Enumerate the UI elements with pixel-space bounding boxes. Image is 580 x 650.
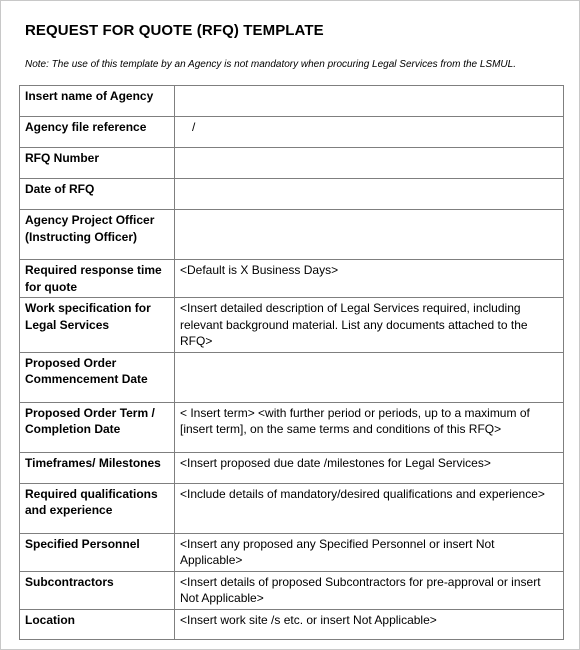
row-label xyxy=(20,452,175,483)
row-label-text: Proposed Order Commencement Date xyxy=(25,355,148,386)
table-row-order-term xyxy=(20,402,564,452)
document-title: REQUEST FOR QUOTE (RFQ) TEMPLATE xyxy=(25,22,324,39)
row-label-text: Agency Project Officer (Instructing Officer) xyxy=(25,213,155,244)
row-label-text: Timeframes/ Milestones xyxy=(25,455,161,470)
row-label xyxy=(20,571,175,609)
row-label xyxy=(20,117,175,148)
row-label-text: Location xyxy=(25,612,75,627)
rfq-number-field[interactable] xyxy=(175,148,564,179)
table-row-project-officer xyxy=(20,210,564,260)
commencement-date-field[interactable] xyxy=(175,352,564,402)
row-label-text: Proposed Order Term / Completion Date xyxy=(25,405,155,436)
file-reference-value: / xyxy=(192,120,196,134)
table-row-location xyxy=(20,609,564,639)
row-label xyxy=(20,298,175,353)
row-label xyxy=(20,86,175,117)
row-label xyxy=(20,260,175,298)
location-field[interactable]: <Insert work site /s etc. or insert Not Applicable> xyxy=(175,609,564,639)
row-label xyxy=(20,210,175,260)
file-reference-field[interactable] xyxy=(175,117,564,148)
row-label-text: Required response time for quote xyxy=(25,263,162,294)
table-row-qualifications xyxy=(20,483,564,533)
project-officer-field[interactable] xyxy=(175,210,564,260)
table-row-commencement-date xyxy=(20,352,564,402)
table-row-milestones xyxy=(20,452,564,483)
table-row-subcontractors xyxy=(20,571,564,609)
qualifications-field[interactable]: <Include details of mandatory/desired qualifications and experience> xyxy=(175,483,564,533)
row-label xyxy=(20,352,175,402)
table-row-agency-name xyxy=(20,86,564,117)
row-label xyxy=(20,179,175,210)
table-row-file-reference xyxy=(20,117,564,148)
row-label xyxy=(20,483,175,533)
response-time-field[interactable]: <Default is X Business Days> xyxy=(175,260,564,298)
table-row-specified-personnel xyxy=(20,533,564,571)
table-row-rfq-date xyxy=(20,179,564,210)
table-row-response-time xyxy=(20,260,564,298)
document-note: Note: The use of this template by an Agency is not mandatory when procuring Legal Services from the LSMUL. xyxy=(25,59,516,70)
row-label-text: Subcontractors xyxy=(25,574,114,589)
row-label-text: RFQ Number xyxy=(25,151,100,165)
row-label-text: Required qualifications and experience xyxy=(25,486,158,517)
order-term-field[interactable]: < Insert term> <with further period or periods, up to a maximum of [insert term], on the same terms and conditions of this RFQ> xyxy=(175,402,564,452)
specified-personnel-field[interactable]: <Insert any proposed any Specified Personnel or insert Not Applicable> xyxy=(175,533,564,571)
agency-name-field[interactable] xyxy=(175,86,564,117)
row-label xyxy=(20,533,175,571)
row-label-text: Specified Personnel xyxy=(25,536,140,551)
row-label xyxy=(20,609,175,639)
milestones-field[interactable]: <Insert proposed due date /milestones for Legal Services> xyxy=(175,452,564,483)
rfq-table xyxy=(19,85,564,640)
row-label xyxy=(20,148,175,179)
rfq-date-field[interactable] xyxy=(175,179,564,210)
row-label-text: Date of RFQ xyxy=(25,182,95,196)
row-label-text: Agency file reference xyxy=(25,120,147,134)
subcontractors-field[interactable]: <Insert details of proposed Subcontractors for pre-approval or insert Not Applicable> xyxy=(175,571,564,609)
work-specification-field[interactable]: <Insert detailed description of Legal Services required, including relevant background material. List any documents attached to the RFQ> xyxy=(175,298,564,353)
row-label-text: Insert name of Agency xyxy=(25,89,154,103)
row-label-text: Work specification for Legal Services xyxy=(25,301,151,332)
table-row-rfq-number xyxy=(20,148,564,179)
row-label xyxy=(20,402,175,452)
table-row-work-specification xyxy=(20,298,564,353)
